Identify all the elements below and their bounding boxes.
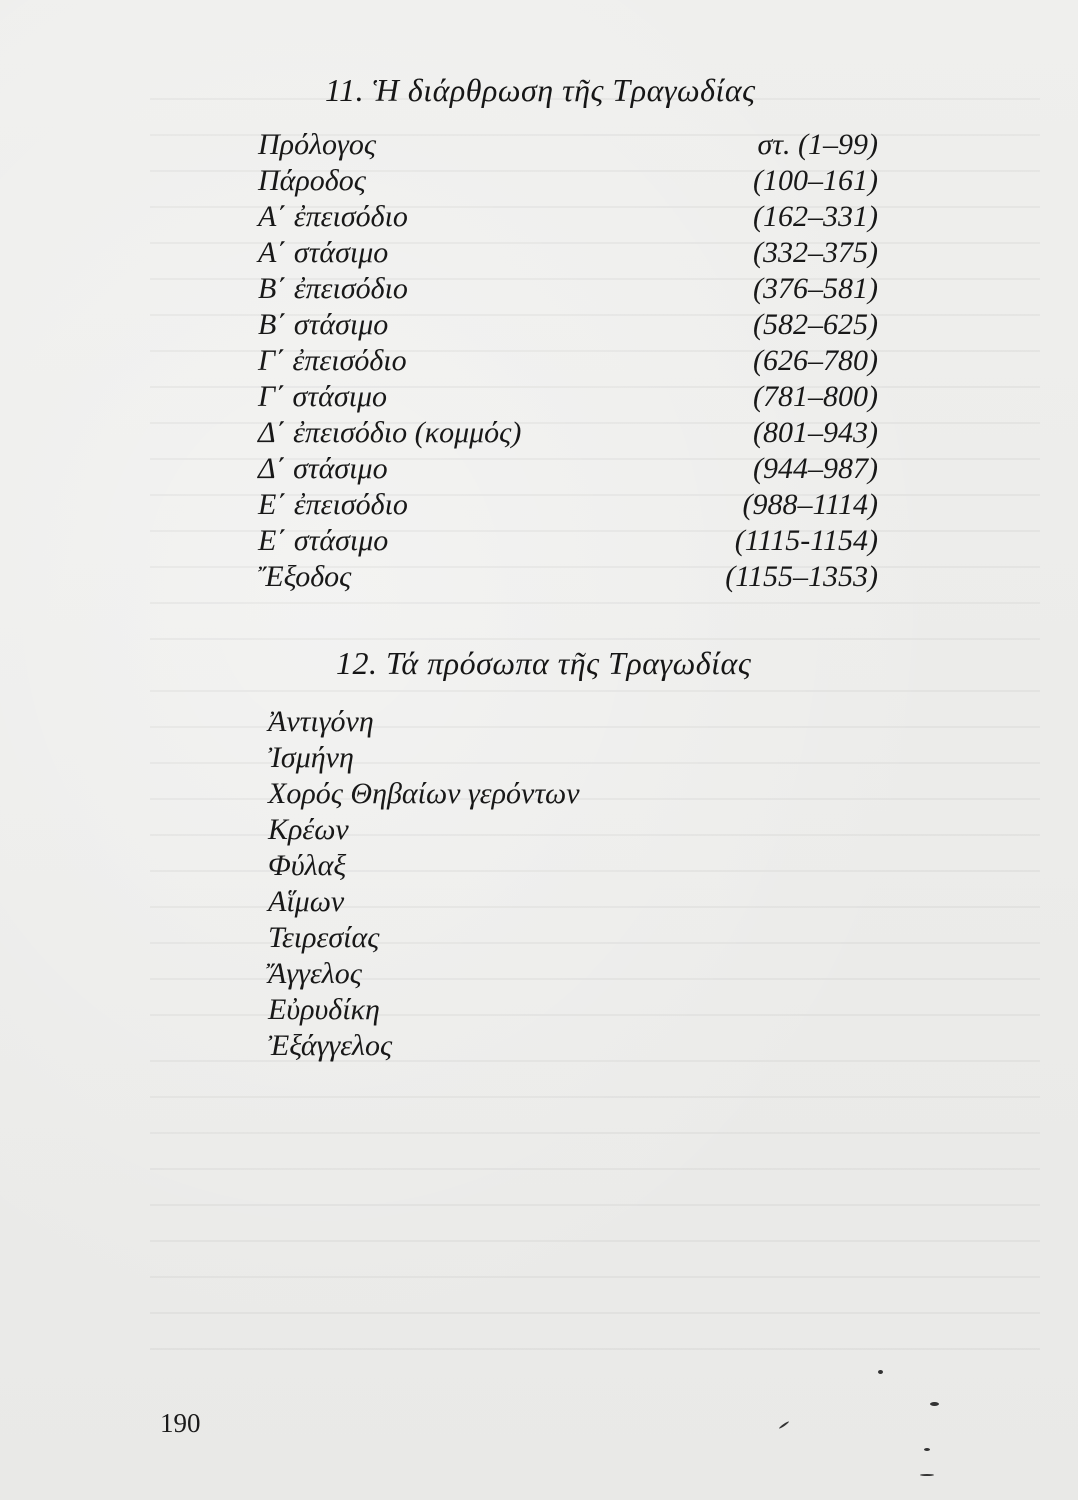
structure-row-range: (626–780): [753, 344, 878, 377]
structure-row-range: (1115-1154): [734, 524, 878, 557]
scan-speck: [924, 1448, 930, 1451]
structure-row-label: Γ΄ ἐπεισόδιο: [258, 344, 407, 377]
scan-speck: [779, 1421, 790, 1430]
structure-row-range: (332–375): [753, 236, 878, 269]
list-item: Ἰσμήνη: [268, 741, 354, 774]
bleed-through-line: [150, 690, 1040, 692]
structure-row-label: Β΄ ἐπεισόδιο: [258, 272, 408, 305]
structure-row-label: Δ΄ ἐπεισόδιο (κομμός): [258, 416, 522, 449]
bleed-through-line: [150, 1312, 1040, 1314]
scan-speck: [930, 1402, 939, 1406]
list-item: Αἵμων: [268, 885, 345, 918]
bleed-through-line: [150, 1132, 1040, 1134]
structure-row-label: Α΄ στάσιμο: [258, 236, 389, 269]
structure-row-range: (801–943): [753, 416, 878, 449]
list-item: Χορός Θηβαίων γερόντων: [268, 777, 580, 810]
bleed-through-line: [150, 1168, 1040, 1170]
structure-row-range: (100–161): [753, 164, 878, 197]
structure-row-range: (781–800): [753, 380, 878, 413]
list-item: Κρέων: [268, 813, 349, 846]
scan-speck: [878, 1370, 883, 1374]
structure-row-label: Α΄ ἐπεισόδιο: [258, 200, 408, 233]
structure-row-label: Ε΄ ἐπεισόδιο: [258, 488, 408, 521]
structure-row-label: Δ΄ στάσιμο: [258, 452, 388, 485]
structure-row-label: Ε΄ στάσιμο: [258, 524, 389, 557]
list-item: Ἀντιγόνη: [268, 705, 374, 738]
structure-row-label: Ἔξοδος: [258, 560, 352, 593]
structure-row-range: στ. (1–99): [757, 128, 878, 161]
list-item: Τειρεσίας: [268, 921, 380, 954]
bleed-through-line: [150, 1348, 1040, 1350]
structure-row-range: (162–331): [753, 200, 878, 233]
scan-speck: [920, 1474, 934, 1476]
structure-row-range: (988–1114): [742, 488, 878, 521]
bleed-through-line: [150, 1096, 1040, 1098]
list-item: Ἄγγελος: [268, 957, 362, 990]
page-number: 190: [160, 1408, 201, 1438]
structure-row-label: Πρόλογος: [258, 128, 377, 161]
bleed-through-line: [150, 1240, 1040, 1242]
bleed-through-line: [150, 1204, 1040, 1206]
list-item: Φύλαξ: [268, 849, 347, 882]
structure-row-range: (1155–1353): [725, 560, 878, 593]
bleed-through-line: [150, 1276, 1040, 1278]
persons-title: 12. Τά πρόσωπα τῆς Τραγωδίας: [336, 645, 752, 681]
structure-row-label: Πάροδος: [258, 164, 366, 197]
structure-title: 11. Ἡ διάρθρωση τῆς Τραγωδίας: [325, 72, 756, 108]
structure-row-range: (944–987): [753, 452, 878, 485]
list-item: Ἐξάγγελος: [268, 1029, 393, 1062]
structure-row-range: (376–581): [753, 272, 878, 305]
structure-row-label: Γ΄ στάσιμο: [258, 380, 388, 413]
list-item: Εὐρυδίκη: [268, 993, 380, 1026]
bleed-through-line: [150, 638, 1040, 640]
bleed-through-line: [150, 602, 1040, 604]
structure-row-label: Β΄ στάσιμο: [258, 308, 389, 341]
structure-row-range: (582–625): [753, 308, 878, 341]
